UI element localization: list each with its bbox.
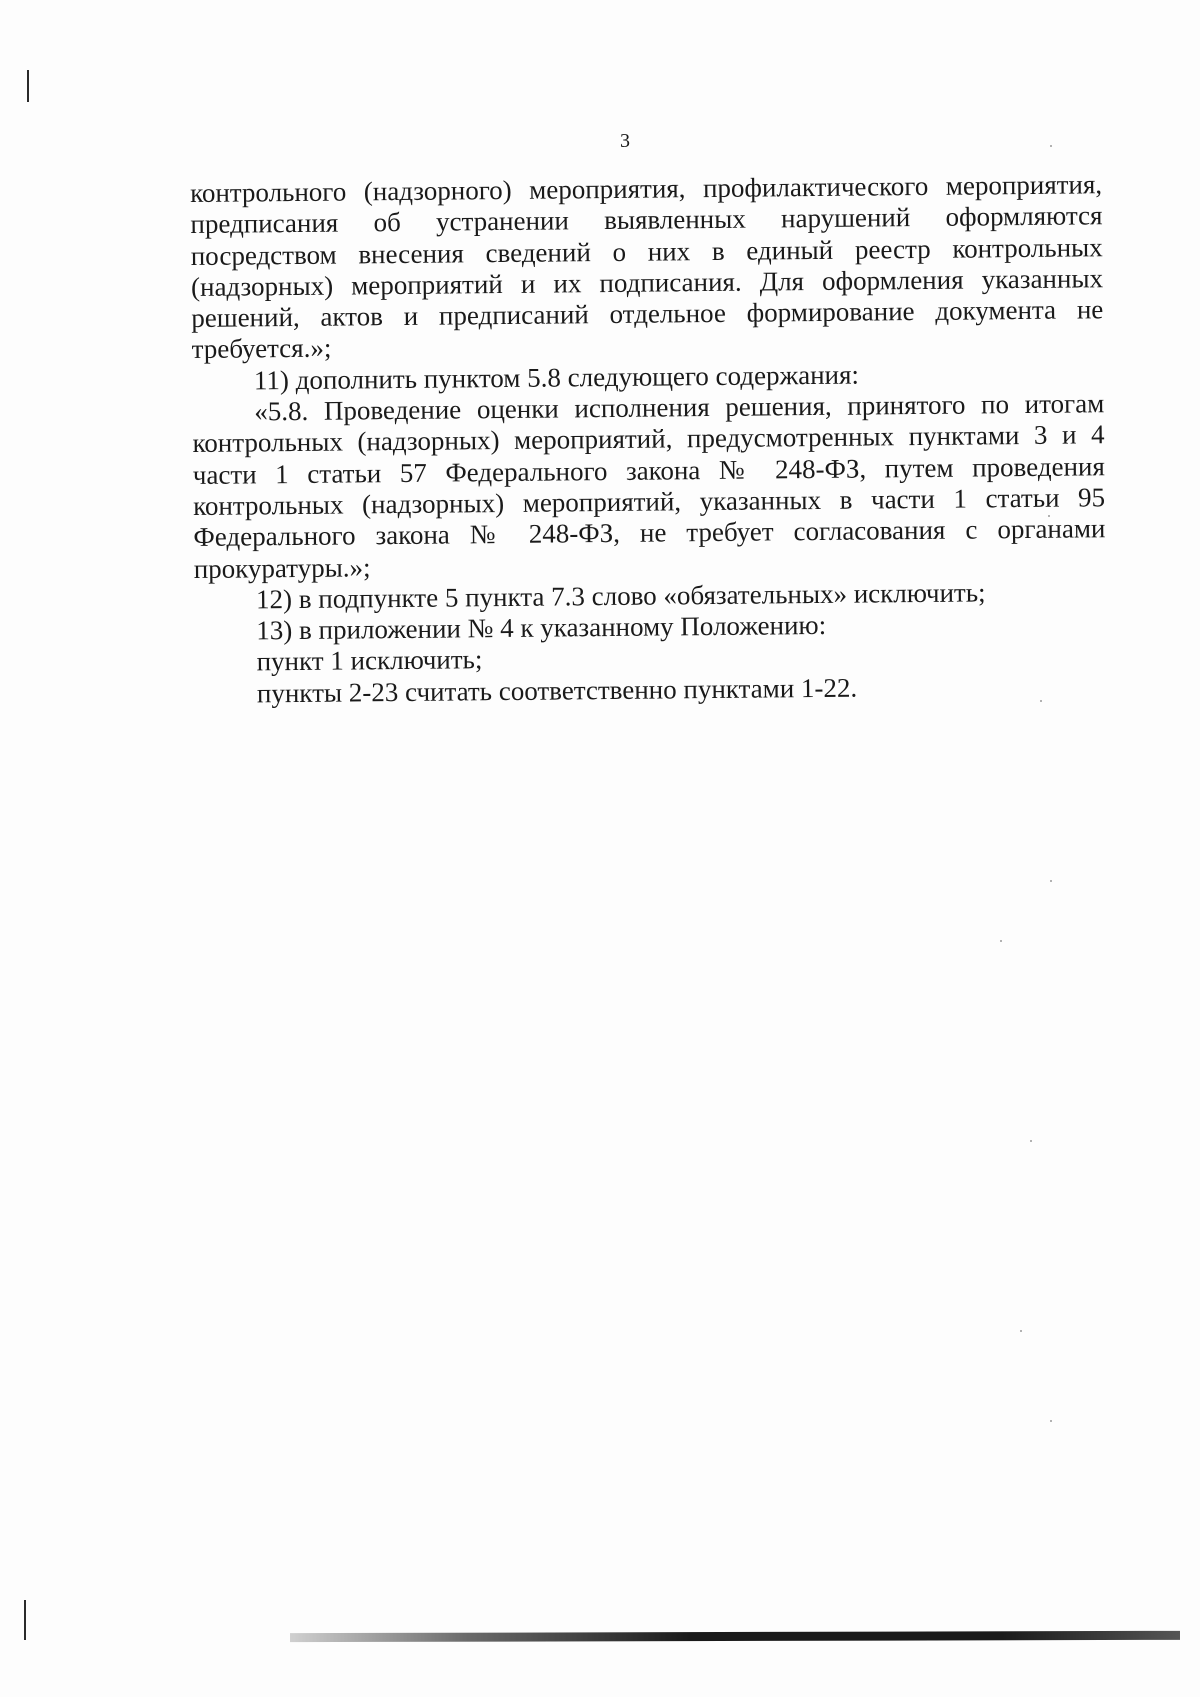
paragraph-item-12: 12) в подпункте 5 пункта 7.3 слово «обязательных» исключить; <box>255 577 986 615</box>
scan-artifact-edge <box>290 1631 1180 1642</box>
document-body <box>190 169 1107 710</box>
paragraph-item-13: 13) в приложении № 4 к указанному Положению: <box>256 610 827 646</box>
scan-speck <box>1050 1420 1052 1422</box>
scan-artifact-mark <box>24 1600 26 1640</box>
scan-speck <box>1000 940 1002 942</box>
paragraph-item-11: 11) дополнить пунктом 5.8 следующего содержания: <box>253 359 860 396</box>
paragraph-quote-5-8: «5.8. Проведение оценки исполнения решения, принятого по итогам контрольных (надзорных) мероприятий, предусмотренных пунктами 3 и 4 части 1 статьи 57 Федерального закона № 248-ФЗ, путем проведения контрольных (надзорных) мероприятий, указанных в части 1 статьи 95 Федерального закона № 248-ФЗ, не требует согласования с органами прокуратуры.»; <box>192 388 1106 584</box>
paragraph-subitem-2: пункты 2-23 считать соответственно пунктами 1-22. <box>256 672 858 709</box>
page-number: 3 <box>620 130 630 152</box>
scan-artifact-mark <box>27 70 29 102</box>
scan-speck <box>1020 1330 1022 1332</box>
scan-speck <box>1050 880 1052 882</box>
paragraph-continuation: контрольного (надзорного) мероприятия, профилактического мероприятия, предписания об устранении выявленных нарушений оформляются посредством внесения сведений о них в единый реестр контрольных (надзорных) мероприятий и их подписания. Для оформления указанных решений, актов и предписаний отдельное формирование документа не требуется.»; <box>190 169 1104 365</box>
paragraph-subitem-1: пункт 1 исключить; <box>256 644 483 677</box>
scan-speck <box>1030 1140 1032 1142</box>
